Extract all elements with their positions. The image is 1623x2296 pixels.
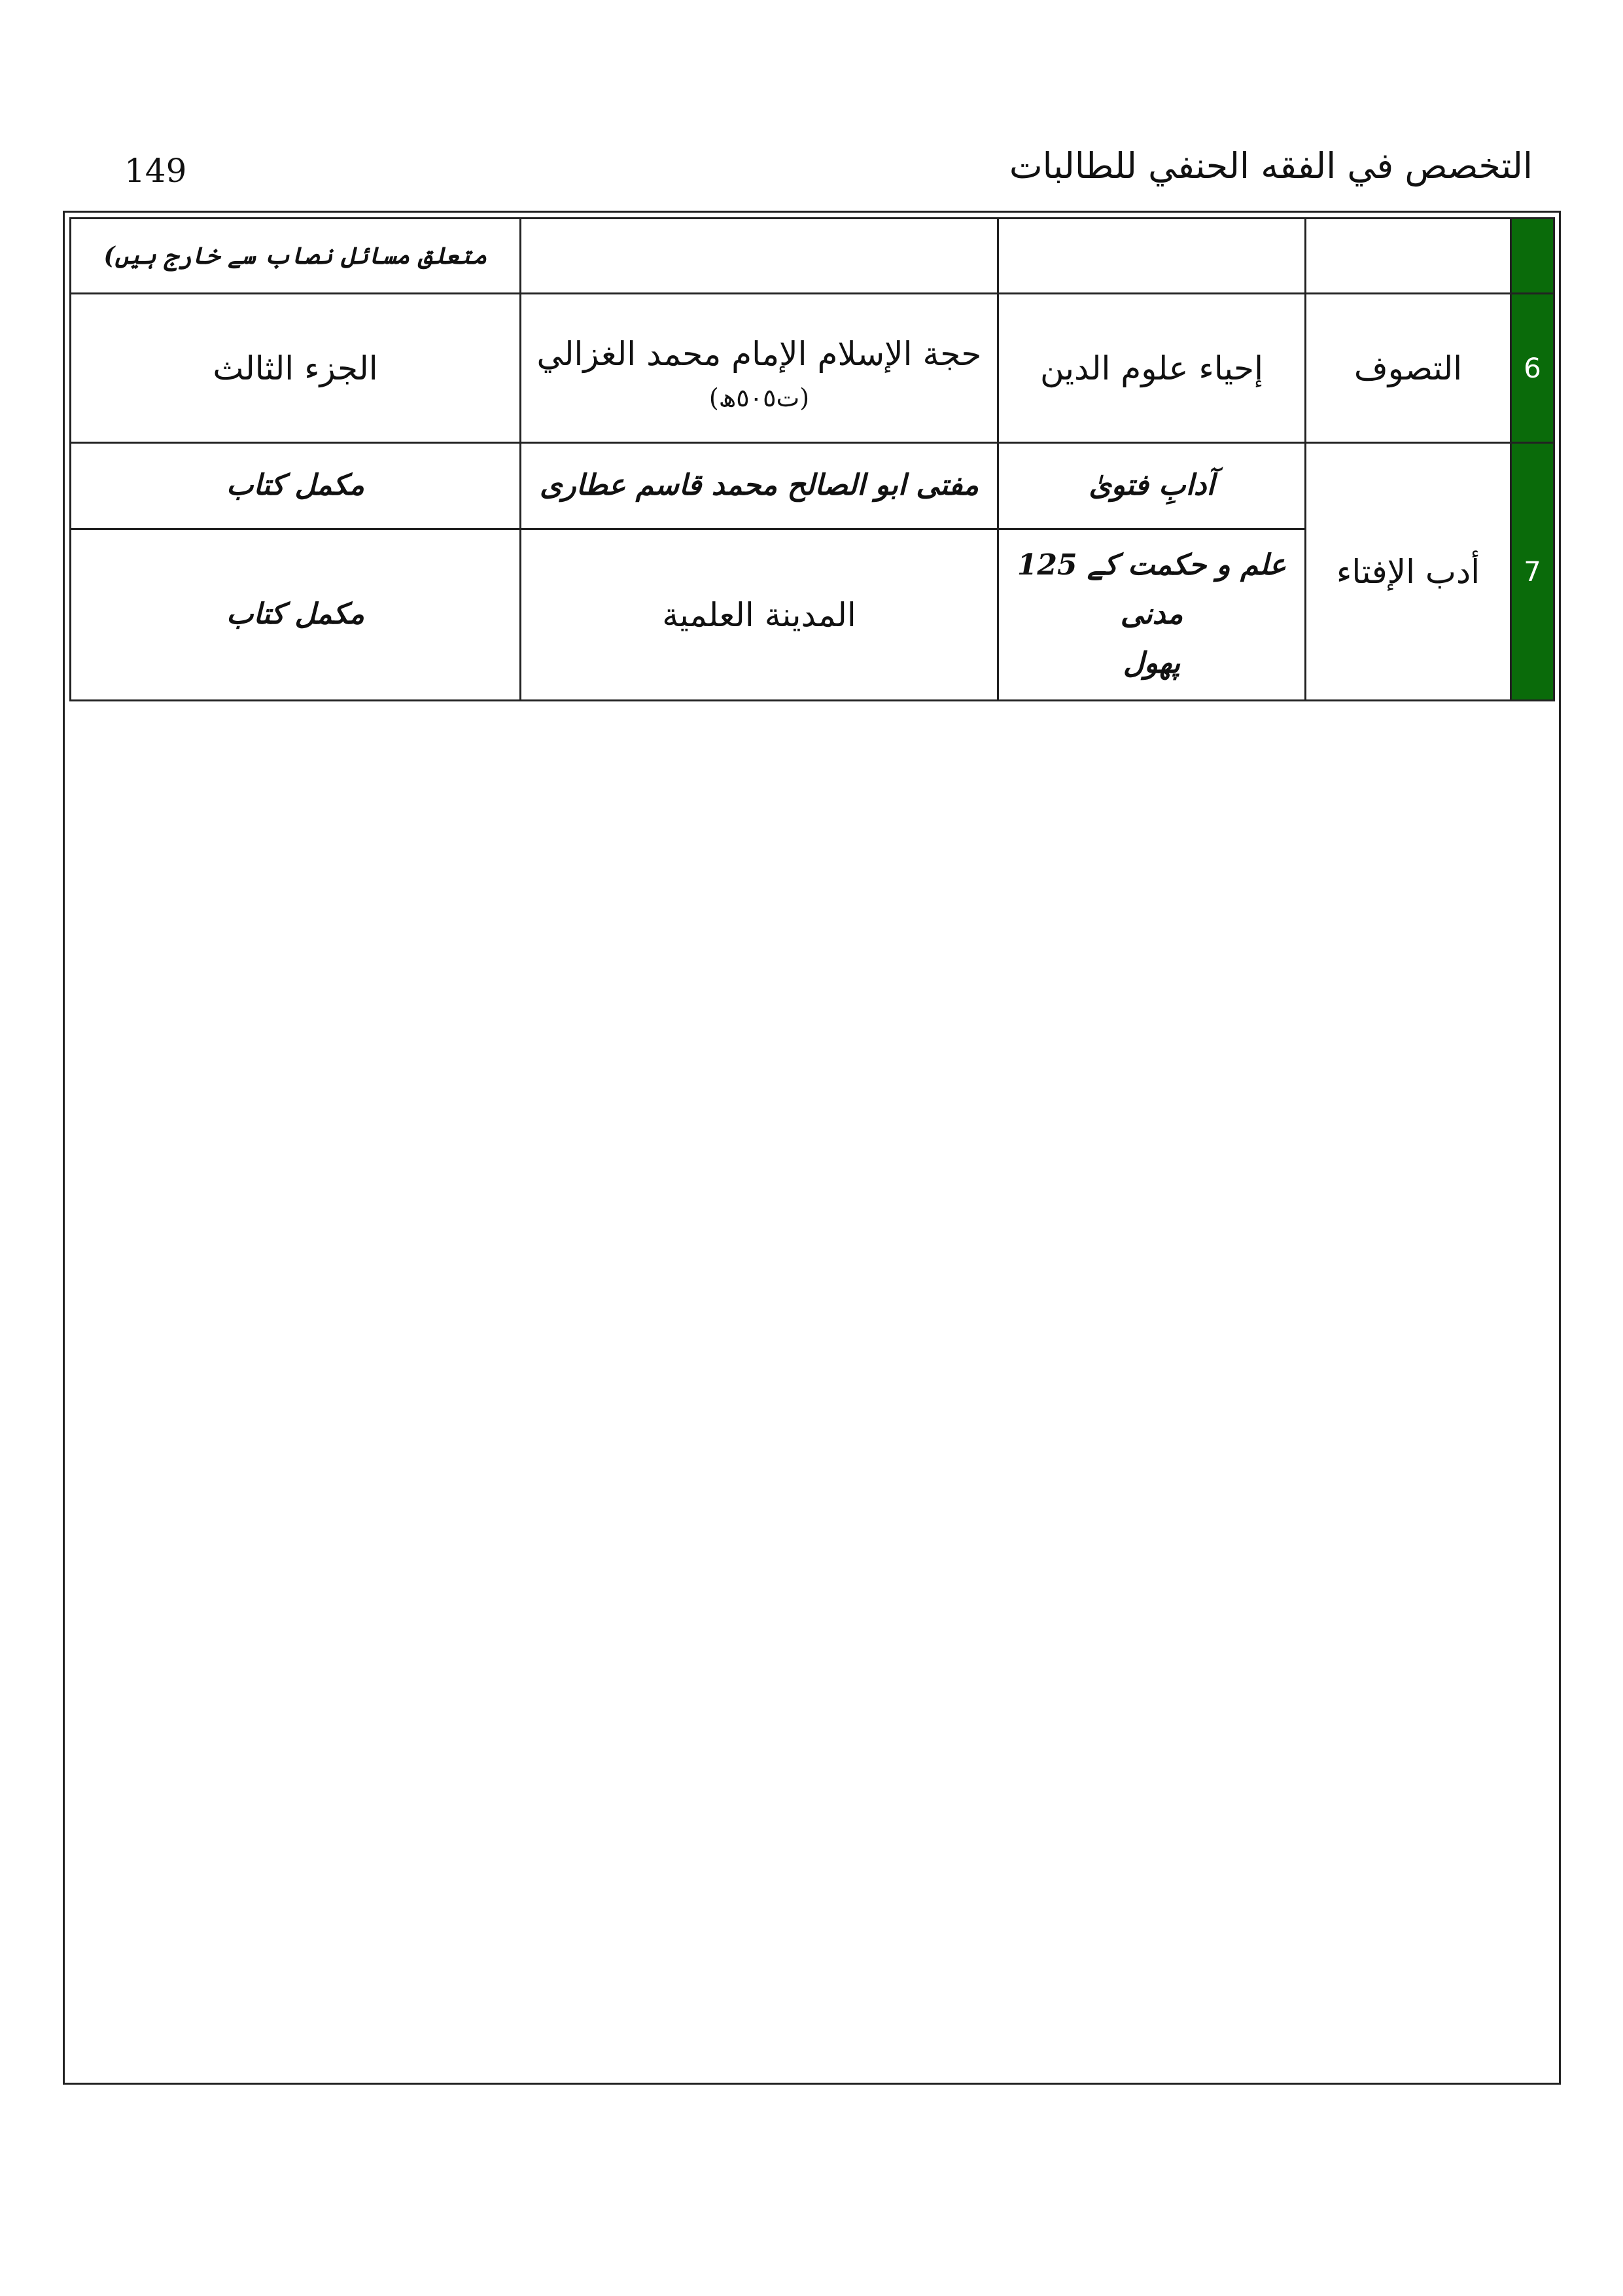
book-cell: إحياء علوم الدين bbox=[998, 294, 1306, 443]
table-row bbox=[71, 443, 1554, 529]
curriculum-table bbox=[69, 217, 1555, 701]
book-cell bbox=[998, 529, 1306, 701]
row-number-cell: 7 bbox=[1511, 443, 1554, 701]
row-number-cell: 6 bbox=[1511, 294, 1554, 443]
notes-cell: متعلق مسائل نصاب سے خارج ہیں) bbox=[71, 219, 521, 294]
page-number: 149 bbox=[124, 152, 187, 190]
subject-cell: أدب الإفتاء bbox=[1306, 443, 1511, 701]
running-title: التخصص في الفقه الحنفي للطالبات bbox=[1009, 145, 1533, 186]
author-date: (ت٥٠٥ھ) bbox=[708, 383, 810, 412]
book-cell bbox=[998, 219, 1306, 294]
author-cell: مفتی ابو الصالح محمد قاسم عطاری bbox=[521, 443, 998, 529]
table-row bbox=[71, 219, 1554, 294]
author-cell bbox=[521, 219, 998, 294]
subject-cell: التصوف bbox=[1306, 294, 1511, 443]
row-number-cell bbox=[1511, 219, 1554, 294]
author-name: حجة الإسلام الإمام محمد الغزالي bbox=[536, 334, 982, 373]
book-title-line: پھول bbox=[1123, 646, 1181, 680]
book-cell: آدابِ فتویٰ bbox=[998, 443, 1306, 529]
notes-cell: مکمل کتاب bbox=[71, 529, 521, 701]
table-row bbox=[71, 294, 1554, 443]
notes-cell: مکمل کتاب bbox=[71, 443, 521, 529]
subject-cell bbox=[1306, 219, 1511, 294]
author-cell: المدينة العلمية bbox=[521, 529, 998, 701]
notes-cell: الجزء الثالث bbox=[71, 294, 521, 443]
author-cell bbox=[521, 294, 998, 443]
book-title-line: علم و حکمت کے 125 مدنی bbox=[1017, 548, 1287, 631]
